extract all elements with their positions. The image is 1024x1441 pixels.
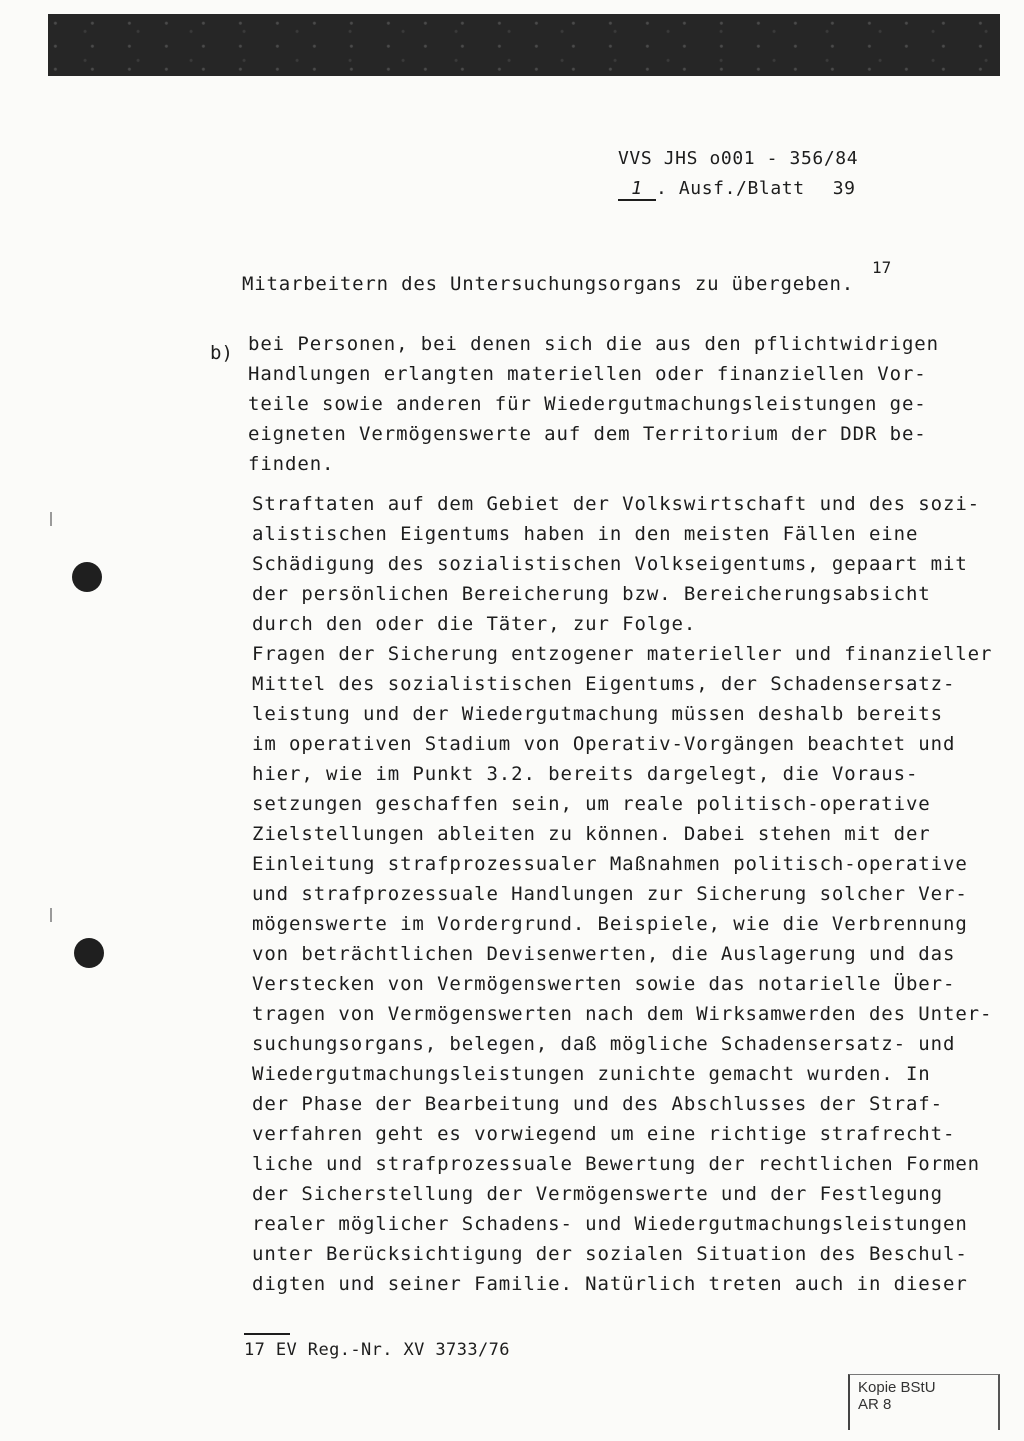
scan-edge-mark bbox=[50, 512, 52, 526]
scan-top-bar bbox=[48, 14, 1000, 76]
list-item-b bbox=[248, 329, 939, 479]
text-line: suchungsorgans, belegen, daß mögliche Schadensersatz- und bbox=[252, 1033, 956, 1055]
stamp-line-1: Kopie BStU bbox=[858, 1379, 936, 1396]
text-line: und strafprozessuale Handlungen zur Sicherung solcher Ver- bbox=[252, 883, 968, 905]
text-line: von beträchtlichen Devisenwerten, die Auslagerung und das bbox=[252, 943, 956, 965]
text-line: digten und seiner Familie. Natürlich treten auch in dieser bbox=[252, 1273, 968, 1295]
text-line: tragen von Vermögenswerten nach dem Wirksamwerden des Unter- bbox=[252, 1003, 993, 1025]
body-paragraph bbox=[252, 489, 992, 1299]
archive-stamp bbox=[848, 1374, 1000, 1430]
text-line: durch den oder die Täter, zur Folge. bbox=[252, 613, 697, 635]
text-line: Handlungen erlangten materiellen oder finanziellen Vor- bbox=[248, 363, 927, 385]
text-line: Zielstellungen ableiten zu können. Dabei stehen mit der bbox=[252, 823, 931, 845]
text-line: alistischen Eigentums haben in den meisten Fällen eine bbox=[252, 523, 919, 545]
text-line: bei Personen, bei denen sich die aus den pflichtwidrigen bbox=[248, 333, 939, 355]
footnote: 17 EV Reg.-Nr. XV 3733/76 bbox=[244, 1340, 510, 1360]
text-line: liche und strafprozessuale Bewertung der rechtlichen Formen bbox=[252, 1153, 980, 1175]
text-line: Einleitung strafprozessualer Maßnahmen politisch-operative bbox=[252, 853, 968, 875]
text-line: Verstecken von Vermögenswerten sowie das notarielle Über- bbox=[252, 973, 956, 995]
punch-hole bbox=[72, 562, 102, 592]
text-line: Schädigung des sozialistischen Volkseigentums, gepaart mit bbox=[252, 553, 968, 575]
text-line: Straftaten auf dem Gebiet der Volkswirtschaft und des sozi- bbox=[252, 493, 980, 515]
text-line: realer möglicher Schadens- und Wiedergutmachungsleistungen bbox=[252, 1213, 968, 1235]
text-line: setzungen geschaffen sein, um reale politisch-operative bbox=[252, 793, 931, 815]
footnote-rule bbox=[244, 1333, 290, 1335]
copy-page-line bbox=[618, 178, 856, 201]
text-line: der Phase der Bearbeitung und des Abschlusses der Straf- bbox=[252, 1093, 943, 1115]
footnote-marker: 17 bbox=[872, 258, 892, 277]
list-item-label: b) bbox=[210, 342, 233, 364]
text-line: leistung und der Wiedergutmachung müssen deshalb bereits bbox=[252, 703, 943, 725]
text-line: der persönlichen Bereicherung bzw. Bereicherungsabsicht bbox=[252, 583, 931, 605]
copy-number: 1 bbox=[618, 178, 656, 201]
text-line: im operativen Stadium von Operativ-Vorgängen beachtet und bbox=[252, 733, 956, 755]
text-line: Mittel des sozialistischen Eigentums, der Schadensersatz- bbox=[252, 673, 956, 695]
page-number: 39 bbox=[832, 178, 856, 199]
continuation-line: Mitarbeitern des Untersuchungsorgans zu übergeben. bbox=[242, 273, 854, 295]
text-line: hier, wie im Punkt 3.2. bereits dargelegt, die Voraus- bbox=[252, 763, 919, 785]
stamp-line-2: AR 8 bbox=[858, 1396, 892, 1413]
text-line: Wiedergutmachungsleistungen zunichte gemacht wurden. In bbox=[252, 1063, 931, 1085]
text-line: finden. bbox=[248, 453, 335, 475]
text-line: der Sicherstellung der Vermögenswerte und der Festlegung bbox=[252, 1183, 943, 1205]
scan-edge-mark bbox=[50, 908, 52, 922]
text-line: teile sowie anderen für Wiedergutmachungsleistungen ge- bbox=[248, 393, 927, 415]
document-reference: VVS JHS o001 - 356/84 bbox=[618, 148, 859, 169]
text-line: eigneten Vermögenswerte auf dem Territorium der DDR be- bbox=[248, 423, 927, 445]
text-line: verfahren geht es vorwiegend um eine richtige strafrecht- bbox=[252, 1123, 956, 1145]
text-line: unter Berücksichtigung der sozialen Situation des Beschul- bbox=[252, 1243, 968, 1265]
copy-suffix: . Ausf./Blatt bbox=[656, 178, 805, 199]
text-line: mögenswerte im Vordergrund. Beispiele, wie die Verbrennung bbox=[252, 913, 968, 935]
text-line: Fragen der Sicherung entzogener materieller und finanzieller bbox=[252, 643, 993, 665]
punch-hole bbox=[74, 938, 104, 968]
